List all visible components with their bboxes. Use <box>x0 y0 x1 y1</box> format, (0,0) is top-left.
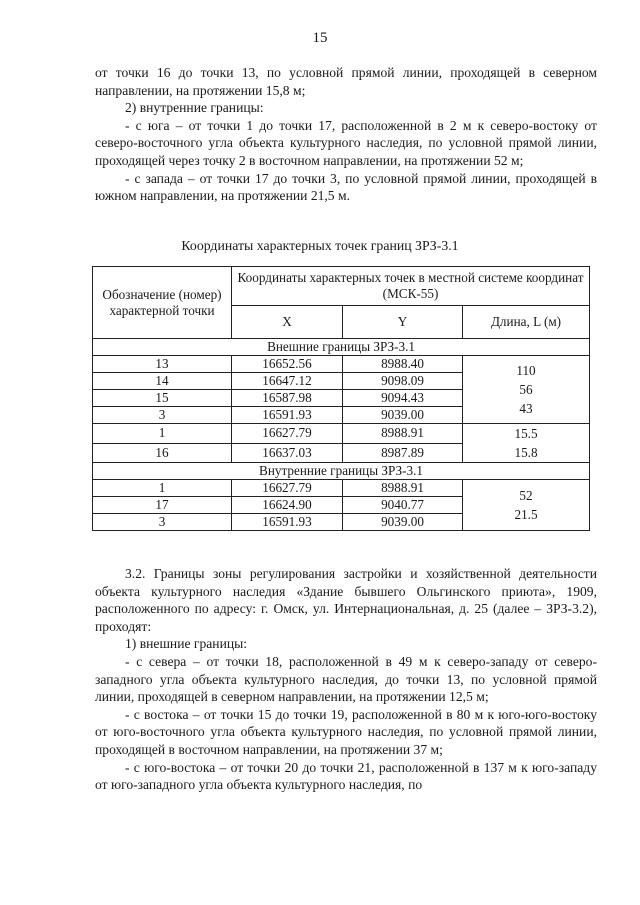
cell-x: 16637.03 <box>232 443 343 463</box>
cell-y: 9039.00 <box>343 407 463 424</box>
cell-x: 16587.98 <box>232 390 343 407</box>
table-row <box>93 356 590 373</box>
section-inner-title: Внутренние границы ЗРЗ-3.1 <box>93 463 590 480</box>
cell-y: 9040.77 <box>343 497 463 514</box>
header-y: Y <box>343 306 463 339</box>
length-value: 15.5 <box>514 426 538 441</box>
cell-x: 16627.79 <box>232 424 343 444</box>
coordinates-table <box>92 266 590 531</box>
cell-y: 8988.91 <box>343 424 463 444</box>
length-value: 52 <box>519 488 533 503</box>
cell-x: 16652.56 <box>232 356 343 373</box>
cell-point: 17 <box>93 497 232 514</box>
paragraph-north-bound: - с севера – от точки 18, расположенной в 49 м к северо-западу от северо-западного угла объекта культурного наследия, до точки 13, по условной прямой линии, проходящей в северном направлении, на протяжении 12,5 м; <box>95 653 597 705</box>
cell-point: 3 <box>93 514 232 531</box>
top-text-block <box>95 64 597 205</box>
table-row <box>93 424 590 444</box>
paragraph-south-bound: - с юга – от точки 1 до точки 17, расположенной в 2 м к северо-востоку от северо-восточного угла объекта культурного наследия, по условной прямой линии, проходящей через точку 2 в восточном направлении, на протяжении 52 м; <box>95 117 597 168</box>
length-value: 21.5 <box>514 507 538 522</box>
paragraph-west-bound: - с запада – от точки 17 до точки 3, по условной прямой линии, проходящей в южном направлении, на протяжении 21,5 м. <box>95 170 597 204</box>
paragraph-southeast-bound: - с юго-востока – от точки 20 до точки 21, расположенной в 137 м к юго-западу от юго-западного угла объекта культурного наследия, по <box>95 759 597 793</box>
section-outer-title: Внешние границы ЗРЗ-3.1 <box>93 339 590 356</box>
cell-length-inner <box>463 480 590 531</box>
length-value: 56 <box>519 382 533 397</box>
cell-length-outer-a <box>463 356 590 424</box>
cell-point: 3 <box>93 407 232 424</box>
cell-point: 1 <box>93 424 232 444</box>
paragraph-outer-bounds-heading: 1) внешние границы: <box>125 636 248 652</box>
cell-y: 8988.40 <box>343 356 463 373</box>
cell-point: 13 <box>93 356 232 373</box>
paragraph-continuation: от точки 16 до точки 13, по условной прямой линии, проходящей в северном направлении, на протяжении 15,8 м; <box>95 65 597 98</box>
paragraph-east-bound: - с востока – от точки 15 до точки 19, расположенной в 80 м к юго-юго-востоку от юго-восточного угла объекта культурного наследия, по условной прямой линии, проходящей в восточном направлении, на протяжении 37 м; <box>95 706 597 757</box>
cell-x: 16624.90 <box>232 497 343 514</box>
cell-y: 8987.89 <box>343 443 463 463</box>
length-value: 15.8 <box>514 445 538 460</box>
cell-point: 16 <box>93 443 232 463</box>
length-value: 43 <box>519 401 533 416</box>
bottom-text-block <box>95 565 597 794</box>
header-point-designation: Обозначение (номер) характерной точки <box>93 267 232 339</box>
table-title: Координаты характерных точек границ ЗРЗ-3.1 <box>181 238 459 253</box>
cell-y: 9098.09 <box>343 373 463 390</box>
cell-length-outer-b <box>463 424 590 463</box>
cell-point: 15 <box>93 390 232 407</box>
page-number: 15 <box>312 30 328 46</box>
cell-point: 1 <box>93 480 232 497</box>
cell-x: 16647.12 <box>232 373 343 390</box>
cell-y: 9094.43 <box>343 390 463 407</box>
length-value: 110 <box>516 363 536 378</box>
paragraph-inner-bounds-heading: 2) внутренние границы: <box>125 100 264 116</box>
header-x: X <box>232 306 343 339</box>
paragraph-zrz-3-2-intro: 3.2. Границы зоны регулирования застройки и хозяйственной деятельности объекта культурного наследия «Здание бывшего Ольгинского приюта», 1909, расположенного по адресу: г. Омск, ул. Интернациональная, д. 25 (далее – ЗРЗ-3.2), проходят: <box>95 566 597 634</box>
cell-x: 16591.93 <box>232 514 343 531</box>
cell-x: 16627.79 <box>232 480 343 497</box>
cell-point: 14 <box>93 373 232 390</box>
cell-y: 9039.00 <box>343 514 463 531</box>
header-coordinates: Координаты характерных точек в местной системе координат (МСК-55) <box>232 267 590 306</box>
cell-y: 8988.91 <box>343 480 463 497</box>
header-length: Длина, L (м) <box>463 306 590 339</box>
cell-x: 16591.93 <box>232 407 343 424</box>
table-row <box>93 480 590 497</box>
